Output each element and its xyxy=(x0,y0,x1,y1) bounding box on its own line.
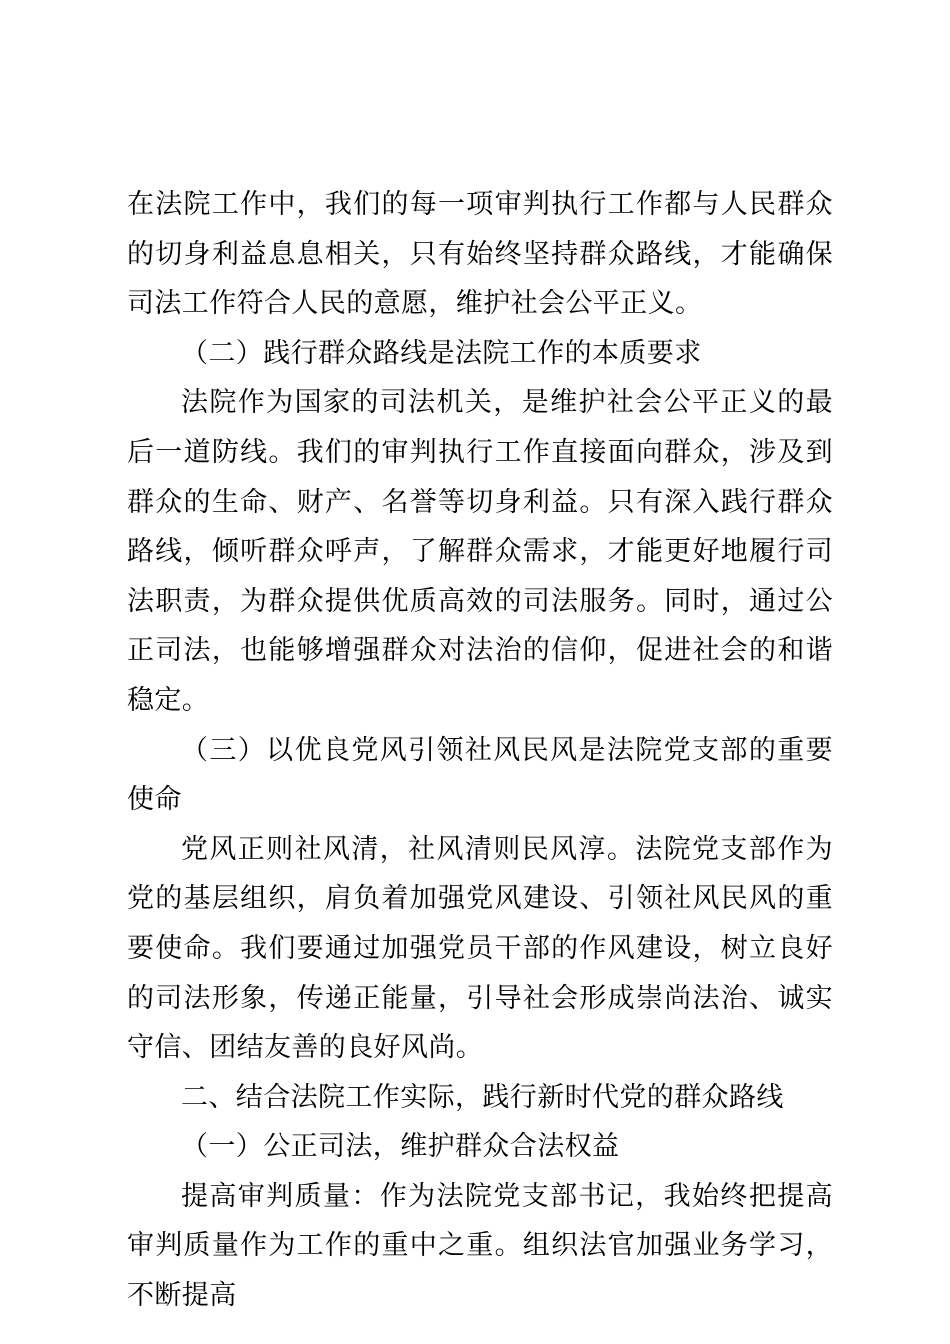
section-heading-3: （三）以优良党风引领社风民风是法院党支部的重要使命 xyxy=(127,734,833,816)
paragraph-court-role: 法院作为国家的司法机关，是维护社会公平正义的最后一道防线。我们的审判执行工作直接面向群众，涉及到群众的生命、财产、名誉等切身利益。只有深入践行群众路线，倾听群众呼声，了解群众需求，才能更好地履行司法职责，为群众提供优质高效的司法服务。同时，通过公正司法，也能够增强群众对法治的信仰，促进社会的和谐稳定。 xyxy=(127,387,833,716)
section-heading-2: （二）践行群众路线是法院工作的本质要求 xyxy=(181,337,702,369)
paragraph-continuation: 在法院工作中，我们的每一项审判执行工作都与人民群众的切身利益息息相关，只有始终坚持群众路线，才能确保司法工作符合人民的意愿，维护社会公平正义。 xyxy=(127,189,833,320)
paragraph-party-style: 党风正则社风清，社风清则民风淳。法院党支部作为党的基层组织，肩负着加强党风建设、引领社风民风的重要使命。我们要通过加强党员干部的作风建设，树立良好的司法形象，传递正能量，引导社会形成崇尚法治、诚实守信、团结友善的良好风尚。 xyxy=(127,833,833,1064)
chapter-heading-2: 二、结合法院工作实际，践行新时代党的群众路线 xyxy=(181,1081,784,1113)
document-body xyxy=(127,180,833,1321)
paragraph-trial-quality: 提高审判质量：作为法院党支部书记，我始终把提高审判质量作为工作的重中之重。组织法官加强业务学习，不断提高 xyxy=(127,1180,833,1312)
section-heading-1: （一）公正司法，维护群众合法权益 xyxy=(181,1131,620,1163)
